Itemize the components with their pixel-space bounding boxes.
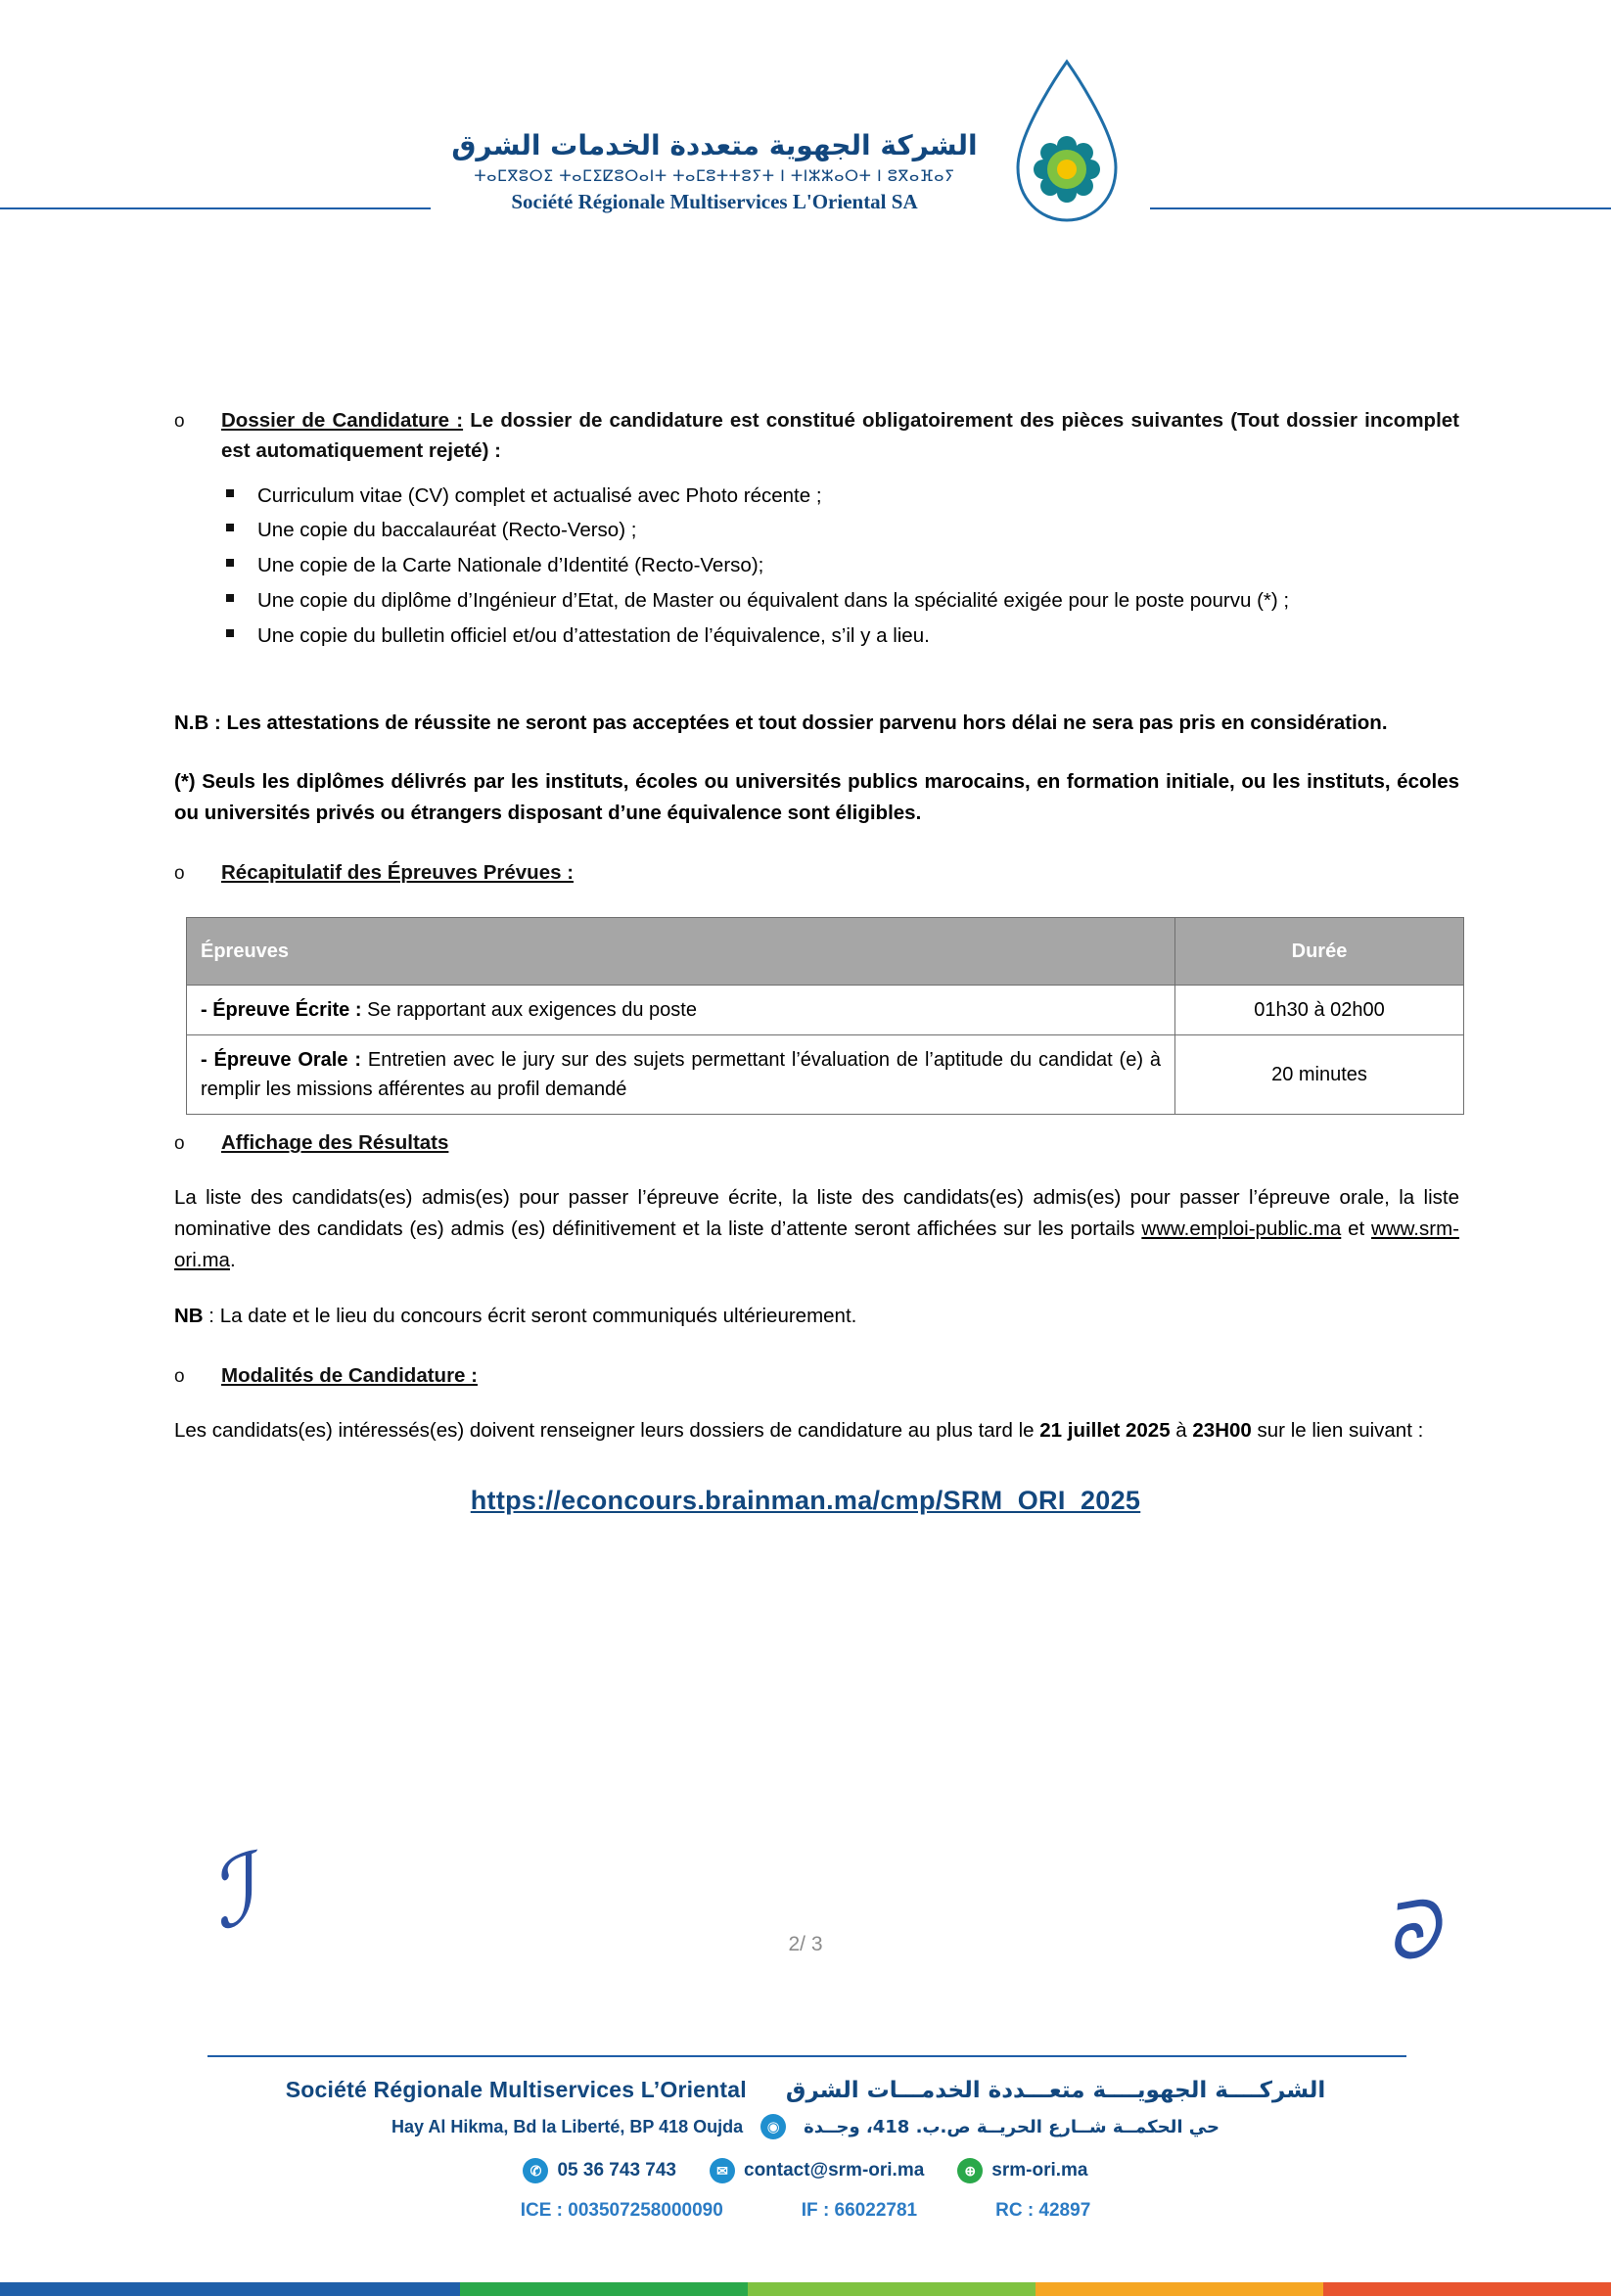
footer-website-text[interactable]: srm-ori.ma <box>991 2160 1088 2181</box>
footer-if: IF : 66022781 <box>801 2200 918 2221</box>
list-item <box>223 550 1459 581</box>
deadline-date: 21 juillet 2025 <box>1039 1418 1171 1442</box>
note-diplomes-paragraph: (*) Seuls les diplômes délivrés par les instituts, écoles ou universités publics marocains, en formation initiale, ou les instituts, écoles ou universités privés ou étrangers disposant d’une équivalence sont éligibles. <box>174 770 1459 824</box>
epreuve-ecrite-label: - Épreuve Écrite : <box>201 999 362 1022</box>
section-recapitulatif <box>174 858 1459 889</box>
document-header <box>0 129 1611 284</box>
modalites-text-post: sur le lien suivant : <box>1251 1418 1424 1442</box>
square-bullet-icon <box>226 524 234 531</box>
header-rule-left <box>0 207 431 209</box>
footer-website[interactable] <box>957 2158 1087 2183</box>
affichage-heading: Affichage des Résultats <box>221 1131 449 1155</box>
modalites-paragraph <box>174 1415 1459 1446</box>
epreuve-orale-desc: Entretien avec le jury sur des sujets permettant l’évaluation de l’aptitude du candidat (e) à remplir les missions afférentes au profil demandé <box>201 1049 1161 1101</box>
table-cell-epreuve-orale <box>187 1035 1175 1115</box>
header-arabic-title: الشركة الجهوية متعددة الخدمات الشرق <box>451 129 978 161</box>
footer-address-row <box>0 2114 1611 2139</box>
footer-address-fr: Hay Al Hikma, Bd la Liberté, BP 418 Oujda <box>391 2116 744 2136</box>
page-number: 2/ 3 <box>788 1933 823 1955</box>
table-header-row <box>187 918 1464 986</box>
footer-address-ar: حي الحكمــة شــارع الحريــة ص.ب. 418، وجــدة <box>804 2116 1220 2137</box>
list-item <box>223 585 1459 617</box>
link-emploi-public[interactable]: www.emploi-public.ma <box>1141 1217 1342 1240</box>
dossier-text: Le dossier de candidature est constitué obligatoirement des pièces suivantes (Tout dossier incomplet est automatiquement rejeté) : <box>221 409 1459 462</box>
location-pin-icon: ◉ <box>760 2114 786 2139</box>
dossier-items-list <box>0 481 1611 652</box>
list-marker: o <box>174 1133 185 1155</box>
affichage-paragraph <box>174 1182 1459 1275</box>
footer-contact-row <box>0 2158 1611 2183</box>
globe-icon: ⊕ <box>957 2158 983 2183</box>
header-rule-right <box>1150 207 1611 209</box>
footer-email-text[interactable]: contact@srm-ori.ma <box>744 2160 925 2181</box>
footer-rule <box>207 2055 1406 2057</box>
nb2-label: NB <box>174 1305 204 1328</box>
footer-name-ar: الشركــــة الجهويــــة متعـــددة الخدمـــات الشرق <box>785 2078 1326 2103</box>
list-item-text: Une copie du diplôme d’Ingénieur d’Etat, de Master ou équivalent dans la spécialité exigée pour le poste pourvu (*) ; <box>257 588 1290 612</box>
affichage-text-post: . <box>229 1248 236 1271</box>
epreuves-table <box>186 917 1464 1115</box>
phone-icon: ✆ <box>523 2158 548 2183</box>
modalites-text-mid: à <box>1170 1418 1193 1442</box>
square-bullet-icon <box>226 559 234 567</box>
list-item <box>223 481 1459 512</box>
list-marker: o <box>174 1366 185 1388</box>
square-bullet-icon <box>226 629 234 637</box>
list-item <box>223 515 1459 546</box>
recapitulatif-heading: Récapitulatif des Épreuves Prévues : <box>221 860 575 884</box>
footer-phone-text: 05 36 743 743 <box>557 2160 676 2181</box>
table-cell-duree-ecrite: 01h30 à 02h00 <box>1175 986 1464 1035</box>
footer-name-fr: Société Régionale Multiservices L’Oriental <box>285 2077 747 2102</box>
table-row <box>187 1035 1464 1115</box>
footer-color-bar <box>0 2282 1611 2296</box>
link-srm-ori[interactable]: www.srm-ori.ma <box>174 1217 1459 1271</box>
table-header-epreuves: Épreuves <box>187 918 1175 986</box>
document-footer <box>0 2055 1611 2296</box>
table-cell-duree-orale: 20 minutes <box>1175 1035 1464 1115</box>
footer-ice: ICE : 003507258000090 <box>520 2200 723 2221</box>
list-item-text: Une copie de la Carte Nationale d’Identité (Recto-Verso); <box>257 554 764 577</box>
list-item <box>223 620 1459 652</box>
water-drop-flower-logo-icon <box>998 54 1135 240</box>
header-french-title: Société Régionale Multiservices L'Oriental SA <box>511 189 918 213</box>
list-marker: o <box>174 862 185 884</box>
signature-right: ᘐ <box>1377 1885 1448 1981</box>
table-cell-epreuve-ecrite <box>187 986 1175 1035</box>
square-bullet-icon <box>226 594 234 602</box>
epreuve-orale-label: - Épreuve Orale : <box>201 1049 362 1072</box>
nb2-text: : La date et le lieu du concours écrit seront communiqués ultérieurement. <box>203 1305 857 1328</box>
mail-icon: ✉ <box>710 2158 735 2183</box>
header-tifinagh-title: ⵜⴰⵎⴳⵓⵔⵉ ⵜⴰⵎⵉⵇⵓⵔⴰⵏⵜ ⵜⴰⵎⵓⵜⵜⵓⵢⵜ ⵏ ⵜⵏⵣⵣⴰⵔⵜ ⵏ ⵓⴳⴰⴼⴰⵢ <box>474 165 955 185</box>
application-link[interactable]: https://econcours.brainman.ma/cmp/SRM_ORI_2025 <box>470 1485 1141 1515</box>
section-modalites-candidature <box>174 1361 1459 1392</box>
affichage-text-pre: La liste des candidats(es) admis(es) pour passer l’épreuve écrite, la liste des candidats(es) admis(es) pour passer l’épreuve orale, la liste nominative des candidats (es) admis (es) définitivement et la liste d’attente seront affichées sur les portails <box>174 1186 1459 1240</box>
header-titles <box>431 127 998 214</box>
list-item-text: Curriculum vitae (CV) complet et actualisé avec Photo récente ; <box>257 483 822 507</box>
table-header-duree: Durée <box>1175 918 1464 986</box>
signature-left: ℐ <box>198 1838 266 1950</box>
modalites-heading: Modalités de Candidature : <box>221 1364 478 1388</box>
table-row <box>187 986 1464 1035</box>
modalites-text-pre: Les candidats(es) intéressés(es) doivent renseigner leurs dossiers de candidature au plus tard le <box>174 1418 1040 1442</box>
list-item-text: Une copie du baccalauréat (Recto-Verso) ; <box>257 519 637 542</box>
footer-legal-row <box>0 2200 1611 2222</box>
list-item-text: Une copie du bulletin officiel et/ou d’attestation de l’équivalence, s’il y a lieu. <box>257 623 930 647</box>
epreuve-ecrite-desc: Se rapportant aux exigences du poste <box>361 999 697 1022</box>
epreuves-table-wrapper <box>186 917 1463 1115</box>
deadline-time: 23H00 <box>1192 1418 1252 1442</box>
affichage-text-between: et <box>1341 1217 1372 1240</box>
footer-phone <box>523 2158 676 2183</box>
footer-company-names <box>0 2077 1611 2103</box>
footer-rc: RC : 42897 <box>995 2200 1091 2221</box>
dossier-heading: Dossier de Candidature : <box>221 409 464 432</box>
document-body <box>0 406 1611 1516</box>
square-bullet-icon <box>226 489 234 497</box>
section-dossier-candidature <box>174 406 1459 467</box>
nb-attestations-paragraph: N.B : Les attestations de réussite ne seront pas acceptées et tout dossier parvenu hors délai ne sera pas pris en considération. <box>174 712 1388 735</box>
section-affichage-resultats <box>174 1128 1459 1159</box>
nb-date-lieu-paragraph <box>174 1301 1459 1332</box>
list-marker: o <box>174 411 185 432</box>
footer-email[interactable] <box>710 2158 924 2183</box>
